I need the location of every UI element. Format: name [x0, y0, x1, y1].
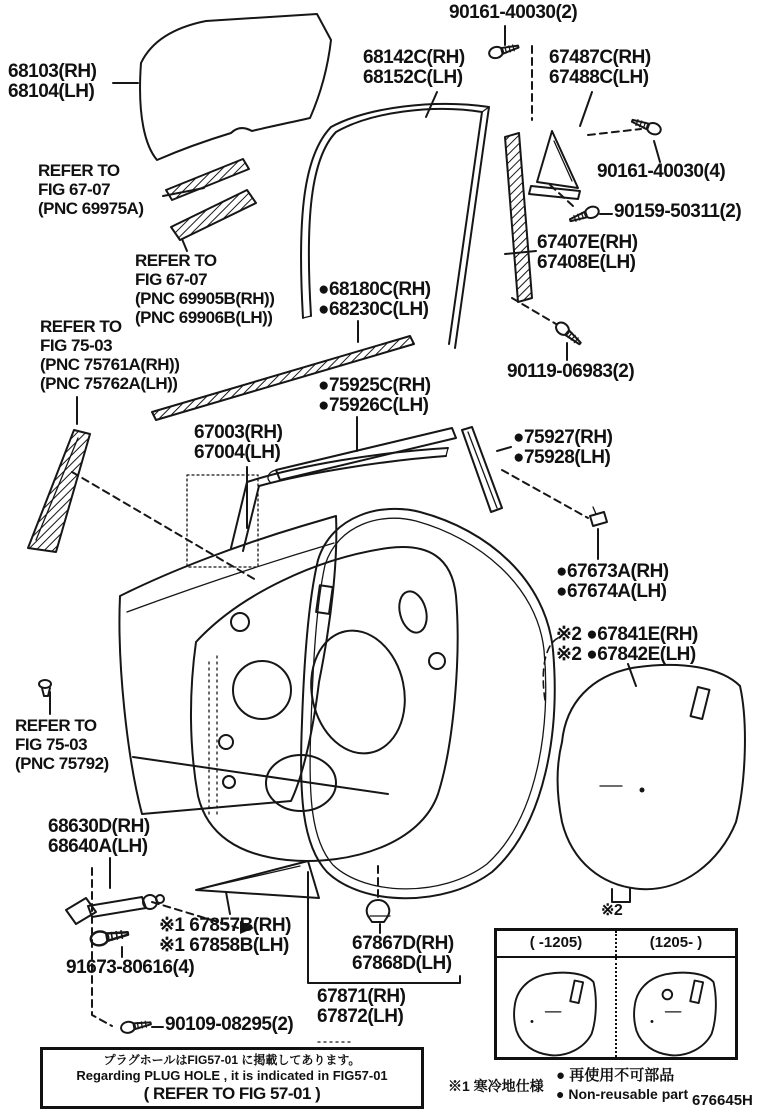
variant-col1-header: ( -1205) [497, 931, 617, 956]
part-label-68630D [48, 817, 150, 857]
grommet-icon [367, 900, 390, 922]
screw-icon [630, 116, 662, 137]
bolt-icon [90, 927, 129, 947]
corner-patch [196, 861, 319, 898]
part-number: ※2 ●67842E(LH) [556, 644, 696, 665]
part-number: ●75925C(RH) [318, 375, 431, 396]
refer-line: FIG 75-03 [15, 735, 88, 754]
refer-line: (PNC 69906B(LH)) [135, 308, 273, 327]
part-number: ※2 ●67841E(RH) [556, 624, 698, 645]
part-label-91673-80616-4 [66, 958, 194, 978]
part-label-68142C [363, 48, 465, 88]
part-number: 68152C(LH) [363, 67, 463, 88]
note-refer: ( REFER TO FIG 57-01 ) [143, 1084, 321, 1103]
refer-note-69975A [38, 161, 144, 218]
part-number: 67871(RH) [317, 986, 406, 1007]
part-label-90109-08295-2 [165, 1015, 293, 1035]
drawing-code: 676645H [692, 1092, 753, 1109]
variant-col2-header: (1205- ) [649, 934, 703, 951]
part-label-90161-40030-2 [449, 3, 577, 23]
variant-table-cells [497, 958, 735, 1057]
part-label-67857B [159, 916, 291, 956]
part-label-68180C [318, 280, 431, 320]
part-number: 90159-50311(2) [614, 201, 742, 222]
part-label-67871 [317, 987, 405, 1027]
refer-line: FIG 75-03 [40, 336, 113, 355]
refer-line: (PNC 75761A(RH)) [40, 355, 180, 374]
part-label-90161-40030-4 [597, 162, 725, 182]
part-number: ●75926C(LH) [318, 395, 429, 416]
part-label-67841E [556, 625, 698, 665]
refer-line: (PNC 69905B(RH)) [135, 289, 275, 308]
part-number: 90161-40030(2) [449, 2, 578, 23]
part-label-67673A [556, 562, 669, 602]
part-label-75925C [318, 376, 431, 416]
screw-icon [554, 320, 584, 348]
refer-line: FIG 67-07 [135, 270, 208, 289]
part-number: 67867D(RH) [352, 933, 454, 954]
refer-note-75792 [15, 716, 109, 773]
part-number: ●68230C(LH) [318, 299, 429, 320]
refer-line: (PNC 75792) [15, 754, 109, 773]
service-hole-cover [543, 638, 745, 902]
refer-line: (PNC 75762A(LH)) [40, 374, 178, 393]
door-weatherstrip [301, 509, 555, 898]
part-number: 67488C(LH) [549, 67, 649, 88]
refer-line: REFER TO [135, 251, 217, 270]
part-number: 67407E(RH) [537, 232, 638, 253]
part-number: 67003(RH) [194, 422, 283, 443]
belt-molding-strips-upper [166, 159, 256, 240]
screw-icon [120, 1018, 151, 1034]
part-number: 67872(LH) [317, 1006, 404, 1027]
part-label-68103 [8, 62, 96, 102]
part-number: 67004(LH) [194, 442, 281, 463]
part-number: 67408E(LH) [537, 252, 636, 273]
part-label-67487C [549, 48, 651, 88]
sail-garnish [28, 430, 90, 552]
door-glass [140, 14, 331, 160]
refer-line: REFER TO [38, 161, 120, 180]
dashed-leader-lines [72, 46, 641, 1026]
refer-line: REFER TO [40, 317, 122, 336]
part-number: 68630D(RH) [48, 816, 150, 837]
part-number: 68640A(LH) [48, 836, 148, 857]
refer-line: FIG 67-07 [38, 180, 111, 199]
refer-line: (PNC 69975A) [38, 199, 144, 218]
part-number: 90161-40030(4) [597, 161, 726, 182]
part-number: 91673-80616(4) [66, 957, 195, 978]
footnote-non-reusable-en: ● Non-reusable part [556, 1086, 689, 1102]
part-number: ●67673A(RH) [556, 561, 669, 582]
variant-panel-late [617, 958, 735, 1057]
part-label-75927 [513, 428, 612, 468]
footnote-cold-region: ※1 寒冷地仕様 [448, 1078, 544, 1094]
note-mark: ※2 [601, 902, 623, 919]
part-number: 90109-08295(2) [165, 1014, 294, 1035]
part-number: ●75928(LH) [513, 447, 611, 468]
part-number: 68142C(RH) [363, 47, 465, 68]
refer-note-69905B [135, 251, 274, 327]
note-jp: プラグホールはFIG57-01 に掲載してあります。 [103, 1053, 361, 1067]
variant-table-header [497, 931, 735, 958]
part-label-90159-50311-2 [614, 202, 741, 222]
variant-panel-early [497, 958, 617, 1057]
door-inner-panel [191, 547, 458, 861]
part-label-67407E [537, 233, 638, 273]
door-check [66, 895, 164, 924]
part-number: 68104(LH) [8, 81, 95, 102]
variant-table [494, 928, 738, 1060]
part-number: ●68180C(RH) [318, 279, 431, 300]
note2-mark [601, 901, 622, 921]
screw-icon [488, 41, 520, 59]
part-number: ※1 67858B(LH) [159, 935, 289, 956]
screw-icon [568, 205, 600, 226]
part-number: ●67674A(LH) [556, 581, 667, 602]
part-label-90119-06983-2 [507, 362, 634, 382]
part-number: 90119-06983(2) [507, 361, 635, 382]
clip-icon [590, 507, 607, 526]
part-label-67003 [194, 423, 282, 463]
part-label-67867D [352, 934, 454, 974]
division-bar [505, 133, 532, 302]
part-number: 67868D(LH) [352, 953, 452, 974]
refer-line: REFER TO [15, 716, 97, 735]
part-number: ※1 67857B(RH) [159, 915, 291, 936]
footnote-non-reusable-jp: ● 再使用不可部品 [556, 1067, 675, 1084]
refer-note-75761A [40, 317, 179, 393]
part-number: 67487C(RH) [549, 47, 651, 68]
note-en: Regarding PLUG HOLE , it is indicated in FIG57-01 [76, 1068, 388, 1083]
part-number: 68103(RH) [8, 61, 97, 82]
part-number: ●75927(RH) [513, 427, 613, 448]
plug-hole-note-box [40, 1047, 424, 1109]
